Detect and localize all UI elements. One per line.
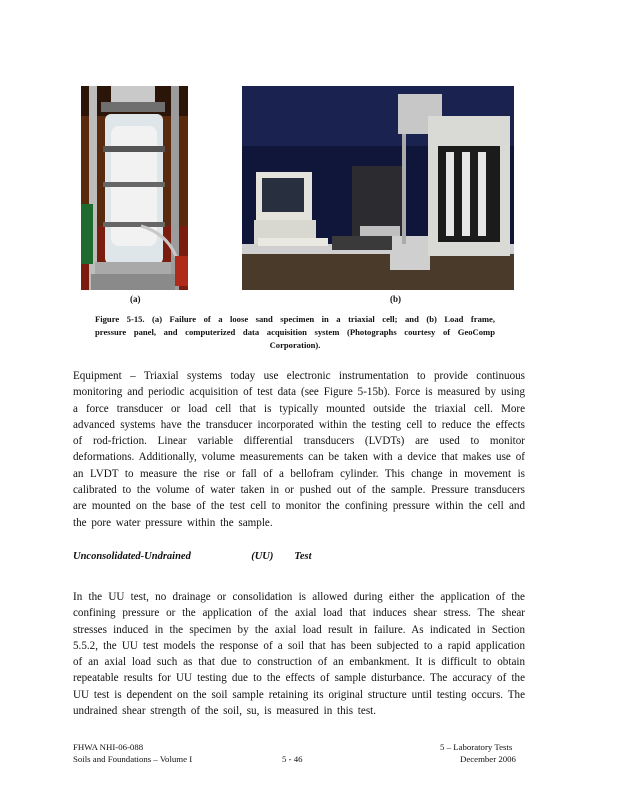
lab-equipment-photo	[242, 86, 514, 290]
footer-right	[440, 741, 516, 765]
page-number: 5 - 46	[282, 754, 303, 764]
paragraph-equipment: Equipment – Triaxial systems today use electronic instrumentation to provide continuous monitoring and periodic acquisition of test data (see Figure 5-15b). Force is measured by using a force transducer or load cell that is typically mounted outside the triaxial cell. More advanced systems have the transducer incorporated within the testing cell to reduce the effects of rod-friction. Linear variable differential transducers (LVDTs) are used to monitor deformations. Additionally, volume measurements can be taken with a device that makes use of an LVDT to measure the rise or fall of a bellofram cylinder. This change in movement is calibrated to the volume of water taken in or pushed out of the sample. Pressure transducers are mounted on the base of the test cell to monitor the confining pressure within the cell and the pore water pressure within the sample.	[73, 370, 525, 529]
figure-caption: Figure 5-15. (a) Failure of a loose sand specimen in a triaxial cell; and (b) Load frame, pressure panel, and computerized data acquisition system (Photographs courtesy of GeoComp Corporation).	[95, 314, 495, 350]
footer-chapter: 5 – Laboratory Tests	[440, 742, 513, 752]
section-heading-uu-test	[73, 551, 312, 562]
heading-part-3: Test	[294, 551, 312, 562]
figure-label-a: (a)	[130, 294, 141, 304]
footer-volume-title: Soils and Foundations – Volume I	[73, 754, 193, 764]
figure-photo-b	[242, 86, 514, 290]
footer-report-number: FHWA NHI-06-088	[73, 742, 144, 752]
heading-part-2: (UU)	[251, 551, 274, 562]
figure-photo-a	[81, 86, 188, 290]
paragraph-uu-test: In the UU test, no drainage or consolidation is allowed during either the application of the confining pressure or the application of the axial load that induces shear stress. The shear stresses induced in the specimen by the axial load result in failure. As indicated in Section 5.5.2, the UU test models the response of a soil that has been subjected to a rapid application of an axial load such as that due to construction of an embankment. It is difficult to obtain repeatable results for UU testing due to the effects of sample disturbance. The accuracy of the UU test is dependent on the soil sample retaining its original structure until testing occurs. The undrained shear strength of the soil, su, is measured in this test.	[73, 591, 525, 718]
triaxial-cell-photo	[81, 86, 188, 290]
figure-label-b: (b)	[390, 294, 401, 304]
footer-date: December 2006	[460, 754, 516, 764]
heading-part-1: Unconsolidated-Undrained	[73, 551, 191, 562]
footer-left	[73, 741, 192, 765]
